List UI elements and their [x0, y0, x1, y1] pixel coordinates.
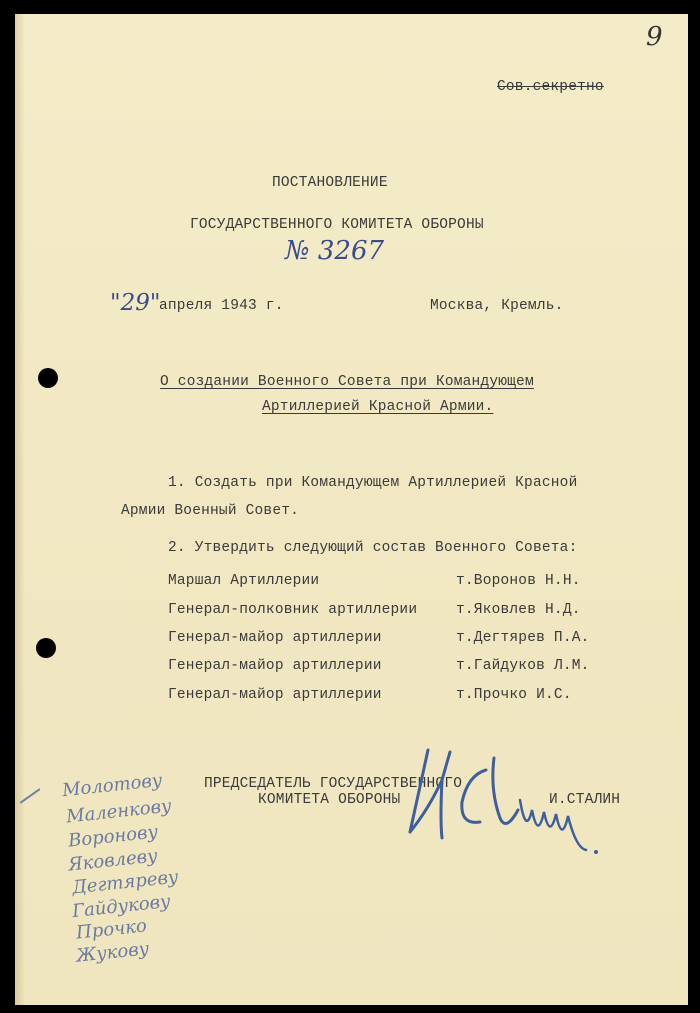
member-rank: Генерал-майор артиллерии: [168, 630, 382, 646]
page-number: 9: [646, 22, 663, 52]
signature-title-line-1: ПРЕДСЕДАТЕЛЬ ГОСУДАРСТВЕННОГО: [204, 776, 463, 792]
item-2: 2. Утвердить следующий состав Военного Совета:: [168, 540, 578, 556]
issuing-authority: ГОСУДАРСТВЕННОГО КОМИТЕТА ОБОРОНЫ: [190, 217, 484, 233]
member-rank: Генерал-майор артиллерии: [168, 658, 382, 674]
distribution-name: Молотову: [61, 769, 164, 802]
member-rank: Генерал-полковник артиллерии: [168, 602, 418, 618]
distribution-name: Гайдукову: [71, 890, 172, 923]
classification-stamp: Сов.секретно: [497, 79, 604, 95]
member-name: т.Яковлев Н.Д.: [456, 602, 581, 618]
distribution-name: Прочко: [75, 915, 148, 944]
distribution-name: Воронову: [67, 821, 159, 852]
place: Москва, Кремль.: [430, 298, 564, 314]
document-type: ПОСТАНОВЛЕНИЕ: [272, 175, 388, 191]
punch-hole: [38, 368, 58, 388]
document-number: № 3267: [285, 236, 385, 266]
distribution-name: Маленкову: [65, 795, 173, 828]
member-rank: Маршал Артиллерии: [168, 573, 320, 589]
signer-name: И.СТАЛИН: [549, 792, 621, 808]
punch-hole: [36, 638, 56, 658]
distribution-name: Яковлеву: [67, 845, 159, 876]
item-1-line-2: Армии Военный Совет.: [121, 503, 300, 519]
handwritten-signature-text: [640, 0, 646, 1]
member-name: т.Гайдуков Л.М.: [456, 658, 590, 674]
date-month-year: апреля 1943 г.: [159, 298, 284, 314]
item-1-line-1: 1. Создать при Командующем Артиллерией Красной: [168, 475, 578, 491]
signature-title-line-2: КОМИТЕТА ОБОРОНЫ: [258, 792, 401, 808]
member-name: т.Воронов Н.Н.: [456, 573, 581, 589]
handwritten-signature: [390, 740, 610, 870]
member-name: т.Прочко И.С.: [456, 687, 572, 703]
member-rank: Генерал-майор артиллерии: [168, 687, 382, 703]
distribution-name: Жукову: [75, 938, 151, 967]
subject-line-2: Артиллерией Красной Армии.: [262, 399, 494, 415]
date-day: "29": [110, 290, 161, 316]
distribution-name: Дегтяреву: [71, 866, 180, 899]
subject-line-1: О создании Военного Совета при Командующем: [160, 374, 534, 390]
member-name: т.Дегтярев П.А.: [456, 630, 590, 646]
